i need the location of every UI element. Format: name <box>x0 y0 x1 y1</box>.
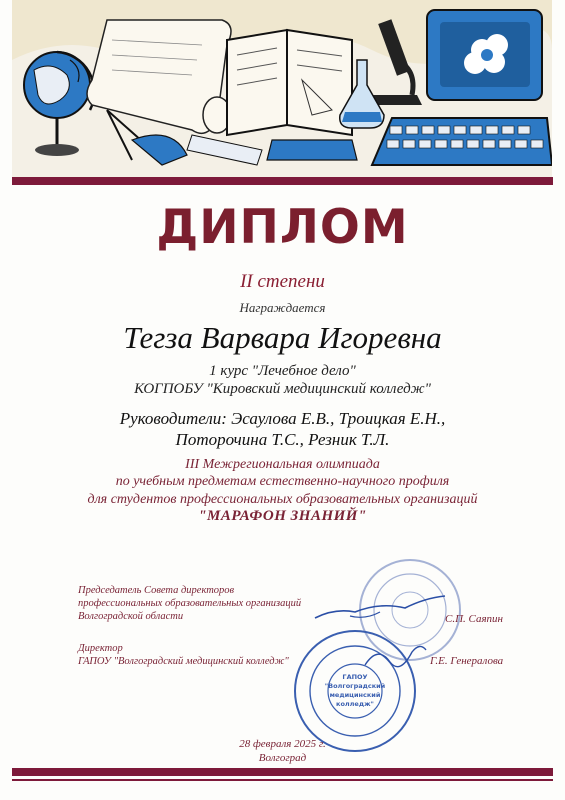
chair-title <box>78 584 301 623</box>
stamp-center-line-3: медицинский <box>329 691 381 699</box>
diploma-title: ДИПЛОМ <box>156 200 409 255</box>
header-illustration <box>12 0 552 178</box>
olympiad-line-3: для студентов профессиональных образовательных организаций <box>87 492 478 507</box>
director-title-line-2: ГАПОУ "Волгоградский медицинский колледж" <box>78 656 289 667</box>
director-signature <box>360 640 430 680</box>
director-name: Г.Е. Генералова <box>430 655 504 667</box>
director-title-line-1: Директор <box>78 643 123 654</box>
recipient-course: 1 курс "Лечебное дело" <box>209 363 356 379</box>
issue-city: Волгоград <box>258 752 307 764</box>
stamp-center-line-2: "Волгоградский <box>324 682 386 690</box>
open-book-icon <box>227 30 352 135</box>
chair-title-line-2: профессиональных образовательных организаций <box>78 598 302 609</box>
top-accent-bar <box>12 177 553 185</box>
chair-signature <box>310 590 450 630</box>
chair-title-line-1: Председатель Совета директоров <box>78 585 235 596</box>
chair-title-line-3: Волгоградской области <box>78 611 184 622</box>
issue-date: 28 февраля 2025 г. <box>239 738 326 750</box>
bottom-accent-line <box>12 779 553 781</box>
chair-name: С.П. Саяпин <box>445 613 504 625</box>
olympiad-line-1: III Межрегиональная олимпиада <box>185 457 380 472</box>
degree-label: II степени <box>240 271 325 292</box>
recipient-college: КОГПОБУ "Кировский медицинский колледж" <box>134 381 431 397</box>
recipient-name: Тегза Варвара Игоревна <box>123 320 442 355</box>
stamp-center-line-4: колледж" <box>336 700 374 708</box>
bottom-accent-bar <box>12 768 553 776</box>
olympiad-line-2: по учебным предметам естественно-научного профиля <box>115 474 450 489</box>
leaders-line-2: Поторочина Т.С., Резник Т.Л. <box>175 430 390 449</box>
director-title <box>78 642 289 668</box>
leaders-line-1: Руководители: Эсаулова Е.В., Троицкая Е.Н., <box>119 409 446 428</box>
olympiad-name: "МАРАФОН ЗНАНИЙ" <box>198 508 367 524</box>
awarded-label: Награждается <box>239 300 326 315</box>
stamp-center-line-1: ГАПОУ <box>342 673 368 681</box>
